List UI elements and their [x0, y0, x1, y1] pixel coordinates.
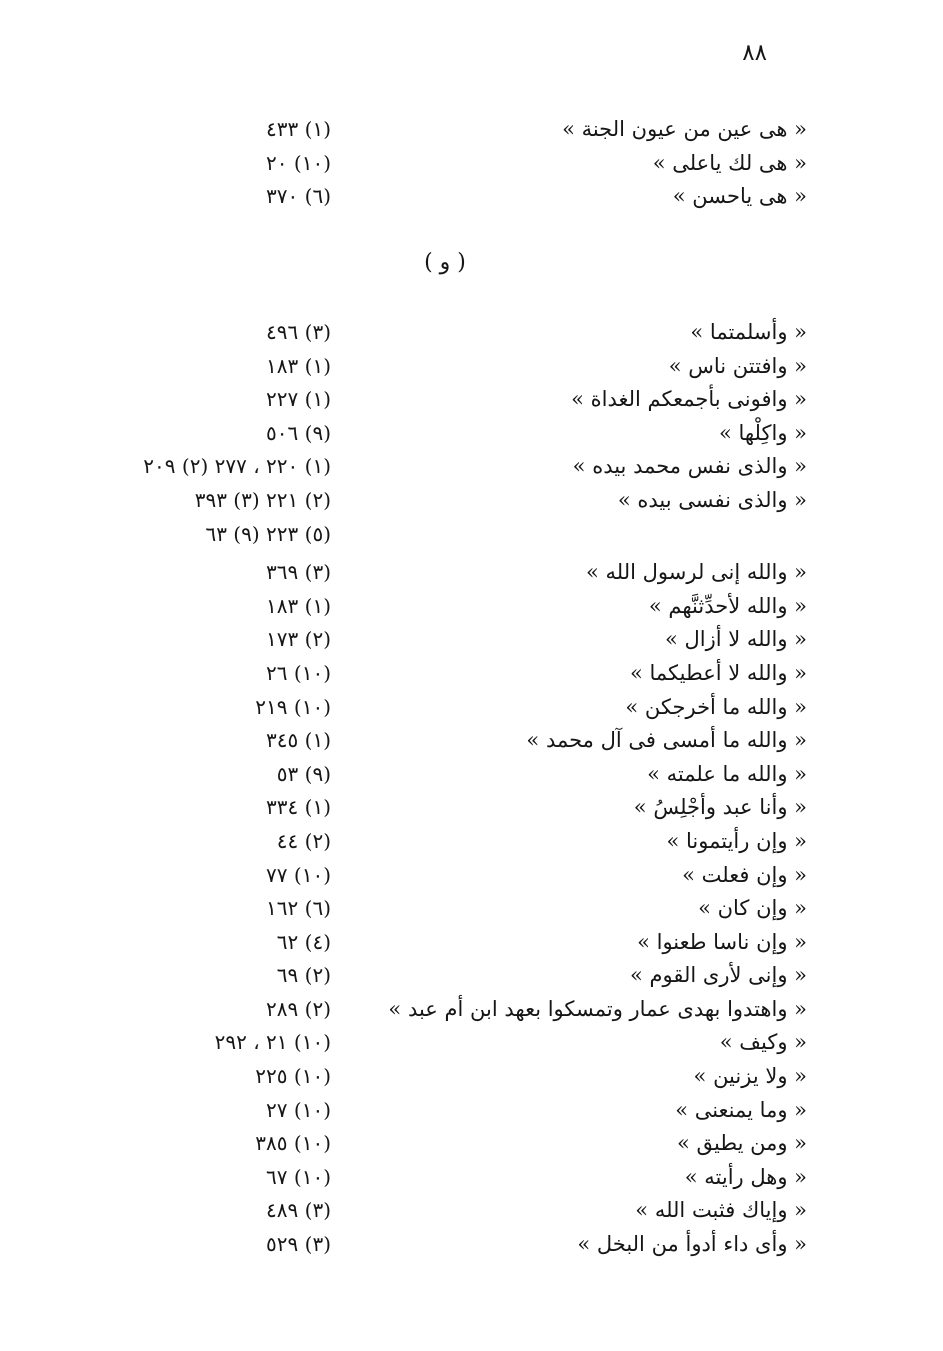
entry-phrase: « وأنا عبد وأجْلِسُ » — [633, 795, 807, 820]
entry-row — [0, 993, 943, 1027]
entry-phrase: « واهتدوا بهدى عمار وتمسكوا بعهد ابن أم عبد » — [388, 996, 807, 1021]
entry-phrase: « واكِلْها » — [718, 420, 807, 445]
entry-reference: (١٠) ٧٧ — [266, 862, 331, 887]
entry-row — [0, 892, 943, 926]
entry-reference: (٣) ٤٩٦ — [266, 320, 331, 344]
entry-phrase: « هى ياحسن » — [672, 184, 807, 209]
entry-row — [0, 450, 943, 484]
entry-reference: (١) ١٨٣ — [266, 353, 331, 378]
entry-phrase: « والله لا أعطيكما » — [629, 660, 807, 685]
entry-phrase: « وأى داء أدوأ من البخل » — [577, 1232, 807, 1257]
entry-row — [0, 113, 943, 147]
entry-phrase: « ولا يزنين » — [693, 1064, 807, 1089]
entry-reference: (١٠) ٢١٩ — [255, 694, 331, 719]
entry-list-waw — [0, 316, 943, 1262]
entry-reference: (١٠) ٣٨٥ — [255, 1131, 331, 1156]
entry-phrase: « وأسلمتما » — [690, 320, 807, 344]
entry-row-continuation — [0, 518, 943, 552]
entry-row — [0, 1094, 943, 1128]
entry-reference: (١) ٣٤٥ — [266, 728, 331, 753]
entry-phrase: « وهل رأيته » — [684, 1164, 807, 1189]
entry-reference: (٣) ٥٢٩ — [266, 1232, 331, 1257]
entry-phrase: « وإن ناسا طعنوا » — [637, 929, 807, 954]
entry-phrase: « والله لا أزال » — [664, 627, 807, 652]
entry-row — [0, 1127, 943, 1161]
entry-phrase: « والله لأحدِّثنَّهم » — [648, 593, 807, 618]
entry-reference: (٢) ٢٢١ (٣) ٣٩٣ — [194, 487, 331, 512]
entry-row — [0, 657, 943, 691]
entry-list-h — [0, 113, 943, 214]
entry-reference: (٩) ٥٣ — [276, 761, 331, 786]
entry-reference: (١٠) ٢٦ — [266, 660, 331, 685]
entry-reference: (٢) ١٧٣ — [266, 627, 331, 652]
entry-phrase: « وإن رأيتمونا » — [666, 828, 807, 853]
entry-phrase: « وما يمنعنى » — [675, 1097, 807, 1122]
entry-row — [0, 180, 943, 214]
entry-phrase: « وإن كان » — [698, 896, 807, 921]
entry-phrase: « والله ما أمسى فى آل محمد » — [526, 728, 807, 753]
entry-reference: (٢) ٦٩ — [276, 963, 331, 988]
entry-phrase: « هى عين من عيون الجنة » — [562, 117, 807, 141]
entry-row — [0, 1161, 943, 1195]
entry-row — [0, 1026, 943, 1060]
entry-row — [0, 791, 943, 825]
entry-reference: (٣) ٤٨٩ — [266, 1198, 331, 1223]
entry-reference: (٢) ٢٨٩ — [266, 996, 331, 1021]
entry-row — [0, 926, 943, 960]
entry-row — [0, 383, 943, 417]
entry-phrase: « وافونى بأجمعكم الغداة » — [571, 387, 807, 412]
entry-phrase: « وإنى لأرى القوم » — [630, 963, 807, 988]
entry-reference: (٥) ٢٢٣ (٩) ٦٣ — [205, 521, 331, 546]
entry-reference: (١٠) ٢٧ — [266, 1097, 331, 1122]
entry-row — [0, 959, 943, 993]
entry-reference: (٩) ٥٠٦ — [266, 420, 331, 445]
entry-phrase: « والذى نفسى بيده » — [617, 487, 807, 512]
entry-reference: (١) ١٨٣ — [266, 593, 331, 618]
entry-reference: (١) ٣٣٤ — [266, 795, 331, 820]
entry-phrase: « وافتتن ناس » — [668, 353, 807, 378]
entry-row — [0, 1228, 943, 1262]
entry-reference: (١٠) ٢٠ — [266, 150, 331, 175]
entry-phrase: « والذى نفس محمد بيده » — [572, 454, 807, 479]
entry-phrase: « هى لك ياعلى » — [652, 150, 807, 175]
entry-row — [0, 484, 943, 518]
entry-phrase: « والله ما أخرجكن » — [625, 694, 807, 719]
entry-row — [0, 590, 943, 624]
entry-reference: (٢) ٤٤ — [276, 828, 331, 853]
entry-reference: (٤) ٦٢ — [276, 929, 331, 954]
entry-reference: (٣) ٣٦٩ — [266, 560, 331, 585]
entry-reference: (١) ٢٢٠ ، ٢٧٧ (٢) ٢٠٩ — [143, 454, 331, 479]
entry-phrase: « وإياك فثبت الله » — [635, 1198, 807, 1223]
entry-row — [0, 724, 943, 758]
entry-phrase: « ومن يطيق » — [676, 1131, 807, 1156]
entry-reference: (١) ٤٣٣ — [266, 117, 331, 141]
entry-phrase: « وإن فعلت » — [682, 862, 807, 887]
entry-reference: (١) ٢٢٧ — [266, 387, 331, 412]
entry-reference: (١٠) ٢١ ، ٢٩٢ — [214, 1030, 331, 1055]
entry-row — [0, 350, 943, 384]
entry-reference: (٦) ١٦٢ — [266, 896, 331, 921]
entry-phrase: « والله ما علمته » — [647, 761, 807, 786]
page-number: ٨٨ — [742, 40, 767, 66]
entry-row — [0, 623, 943, 657]
entry-phrase: « والله إنى لرسول الله » — [586, 560, 807, 585]
entry-row — [0, 1194, 943, 1228]
entry-reference: (٦) ٣٧٠ — [266, 184, 331, 209]
entry-row — [0, 417, 943, 451]
entry-row — [0, 825, 943, 859]
section-heading: ( و ) — [424, 250, 466, 275]
entry-row — [0, 758, 943, 792]
entry-reference: (١٠) ٦٧ — [266, 1164, 331, 1189]
entry-row — [0, 316, 943, 350]
entry-reference: (١٠) ٢٢٥ — [255, 1064, 331, 1089]
entry-row — [0, 691, 943, 725]
entry-row — [0, 859, 943, 893]
entry-row — [0, 556, 943, 590]
entry-phrase: « وكيف » — [719, 1030, 807, 1055]
entry-row — [0, 1060, 943, 1094]
entry-row — [0, 147, 943, 181]
